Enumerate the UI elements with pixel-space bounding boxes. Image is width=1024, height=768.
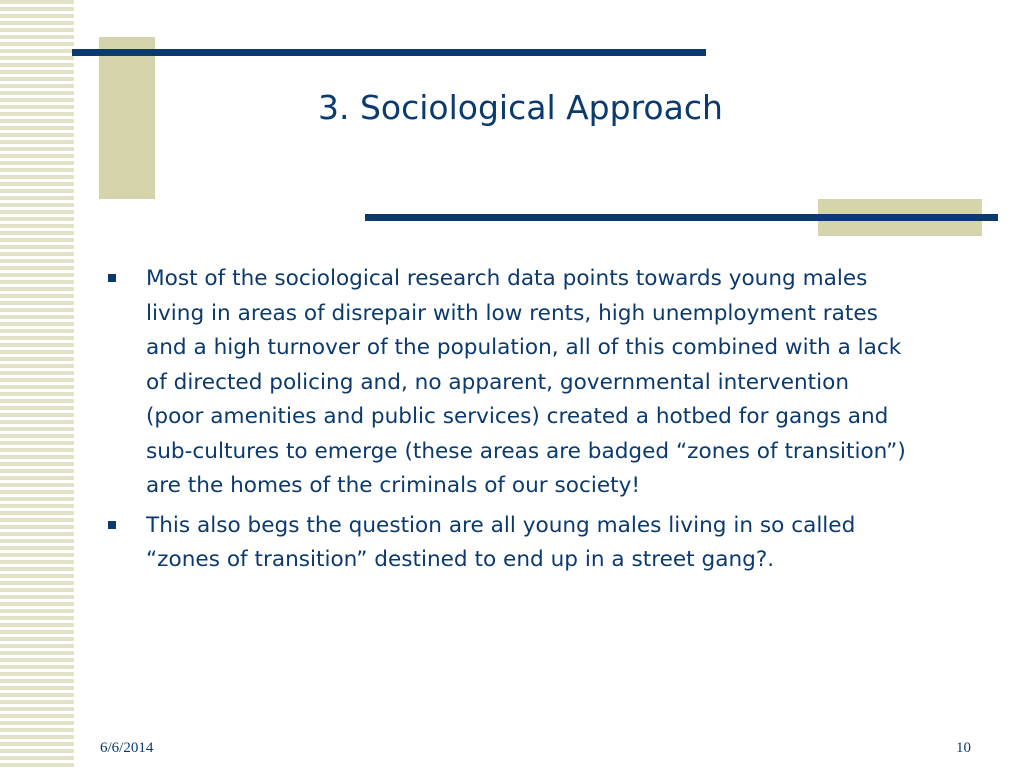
- title-top-rule: [72, 49, 706, 56]
- title-bottom-rule: [365, 214, 998, 221]
- square-bullet-icon: [108, 521, 116, 529]
- square-bullet-icon: [108, 274, 116, 282]
- slide-number: 10: [956, 740, 971, 756]
- title-accent-block: [99, 37, 155, 199]
- slide-title: 3. Sociological Approach: [318, 88, 723, 127]
- footer-date: 6/6/2014: [100, 740, 154, 756]
- bullet-item: [108, 262, 908, 504]
- bullet-list: [108, 262, 908, 583]
- bullet-item: [108, 509, 908, 578]
- bullet-text: This also begs the question are all young males living in so called “zones of transition” destined to end up in a street gang?.: [146, 512, 856, 572]
- left-stripe-decoration: [0, 0, 74, 768]
- bullet-text: Most of the sociological research data points towards young males living in areas of disrepair with low rents, high unemployment rates and a high turnover of the population, all of this combined with a lack of directed policing and, no apparent, governmental intervention (poor amenities and public services) created a hotbed for gangs and sub-cultures to emerge (these areas are badged “zones of transition”) are the homes of the criminals of our society!: [146, 266, 906, 498]
